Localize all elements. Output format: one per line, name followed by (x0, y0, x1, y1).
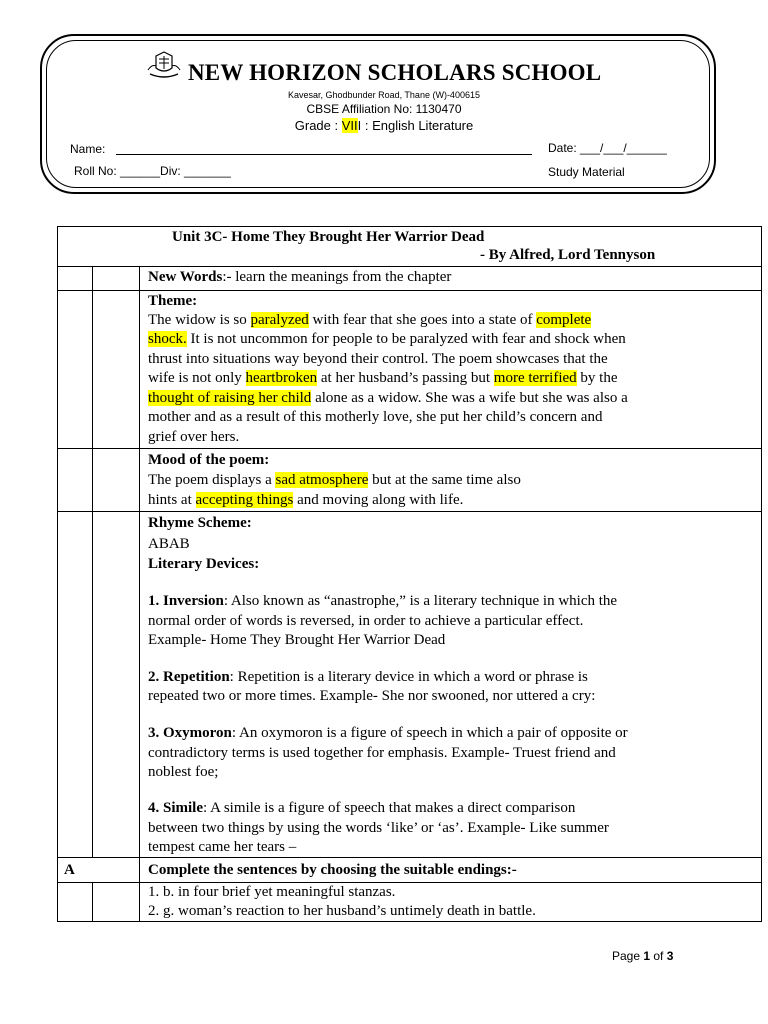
theme-text: wife is not only (148, 370, 246, 386)
mood-text: and moving along with life. (293, 492, 464, 508)
theme-line (148, 311, 591, 331)
table-border-right (761, 226, 762, 922)
theme-heading: Theme: (148, 293, 198, 309)
date-field: Date: ___/___/______ (548, 141, 667, 155)
theme-highlight: complete (536, 312, 592, 328)
simile-text: : A simile is a figure of speech that makes a direct comparison (203, 800, 576, 816)
theme-highlight: heartbroken (245, 370, 318, 386)
oxymoron-text: : An oxymoron is a figure of speech in which a pair of opposite or (231, 725, 628, 741)
theme-highlight: paralyzed (250, 312, 309, 328)
theme-line (148, 330, 626, 350)
theme-line (148, 389, 628, 409)
grade-highlight: VII (341, 118, 358, 133)
mood-line (148, 471, 521, 491)
repetition-line (148, 668, 588, 688)
row-divider (57, 290, 762, 291)
theme-text: with fear that she goes into a state of (308, 312, 537, 328)
new-words-text: :- learn the meanings from the chapter (222, 269, 452, 285)
simile-line: tempest came her tears – (148, 839, 297, 855)
theme-text: alone as a widow. She was a wife but she was also a (311, 390, 628, 406)
theme-text: by the (576, 370, 618, 386)
theme-text: at her husband’s passing but (317, 370, 494, 386)
theme-highlight: thought of raising her child (148, 390, 312, 406)
mood-highlight: accepting things (195, 492, 294, 508)
theme-text: It is not uncommon for people to be paralyzed with fear and shock when (186, 331, 626, 347)
new-words-label: New Words (148, 269, 223, 285)
theme-highlight: more terrified (493, 370, 577, 386)
page-total: 3 (666, 949, 674, 963)
row-divider (57, 511, 762, 512)
mood-text: but at the same time also (368, 472, 521, 488)
school-logo-icon (146, 50, 182, 80)
mood-highlight: sad atmosphere (275, 472, 369, 488)
col-divider (139, 266, 140, 922)
simile-line: between two things by using the words ‘like’ or ‘as’. Example- Like summer (148, 820, 609, 836)
col-divider (92, 266, 93, 857)
new-words-row (148, 268, 451, 288)
school-address: Kavesar, Ghodbunder Road, Thane (W)-400615 (288, 90, 480, 100)
repetition-title: 2. Repetition (148, 669, 230, 685)
unit-title: Unit 3C- Home They Brought Her Warrior Dead (172, 229, 485, 245)
inversion-text: : Also known as “anastrophe,” is a literary technique in which the (223, 593, 618, 609)
row-divider (57, 266, 762, 267)
theme-line (148, 369, 618, 389)
mood-text: hints at (148, 492, 196, 508)
inversion-line: Example- Home They Brought Her Warrior Dead (148, 632, 446, 648)
oxymoron-line (148, 724, 628, 744)
theme-line: thrust into situations way beyond their control. The poem showcases that the (148, 351, 608, 367)
grade-subject (0, 118, 768, 133)
repetition-text: : Repetition is a literary device in which a word or phrase is (229, 669, 588, 685)
theme-line: mother and as a result of this motherly love, she put her child’s concern and (148, 409, 603, 425)
page-prefix: Page (612, 949, 644, 963)
mood-heading: Mood of the poem: (148, 452, 270, 468)
theme-line: grief over hers. (148, 429, 240, 445)
rhyme-heading: Rhyme Scheme: (148, 515, 252, 531)
answer-line: 1. b. in four brief yet meaningful stanzas. (148, 884, 396, 900)
mood-line (148, 491, 463, 511)
mood-text: The poem displays a (148, 472, 276, 488)
school-name: NEW HORIZON SCHOLARS SCHOOL (188, 60, 602, 85)
rhyme-value: ABAB (148, 536, 190, 552)
theme-text: The widow is so (148, 312, 251, 328)
name-label: Name: (70, 142, 106, 156)
theme-highlight: shock. (148, 331, 187, 347)
unit-author: - By Alfred, Lord Tennyson (480, 247, 656, 263)
repetition-line: repeated two or more times. Example- She nor swooned, nor uttered a cry: (148, 688, 596, 704)
row-divider (57, 448, 762, 449)
oxymoron-title: 3. Oxymoron (148, 725, 232, 741)
inversion-line (148, 592, 617, 612)
inversion-line: normal order of words is reversed, in order to achieve a particular effect. (148, 613, 584, 629)
name-field-line (116, 154, 532, 155)
study-material-label: Study Material (548, 165, 625, 179)
col-divider (92, 882, 93, 922)
grade-suffix: I : English Literature (357, 118, 474, 133)
oxymoron-line: contradictory terms is used together for emphasis. Example- Truest friend and (148, 745, 616, 761)
table-border-left (57, 226, 58, 922)
devices-heading: Literary Devices: (148, 556, 260, 572)
section-a-label: A (64, 862, 75, 878)
inversion-title: 1. Inversion (148, 593, 224, 609)
page-current: 1 (643, 949, 651, 963)
roll-div-field: Roll No: ______Div: _______ (74, 164, 231, 178)
affiliation-number: CBSE Affiliation No: 1130470 (306, 102, 462, 116)
oxymoron-line: noblest foe; (148, 764, 219, 780)
page-of: of (650, 949, 667, 963)
simile-title: 4. Simile (148, 800, 203, 816)
simile-line (148, 799, 575, 819)
table-border-top (57, 226, 762, 227)
page-number (612, 949, 673, 963)
section-a-instruction: Complete the sentences by choosing the suitable endings:- (148, 862, 517, 878)
grade-prefix: Grade : (294, 118, 342, 133)
answer-line: 2. g. woman’s reaction to her husband’s untimely death in battle. (148, 903, 536, 919)
